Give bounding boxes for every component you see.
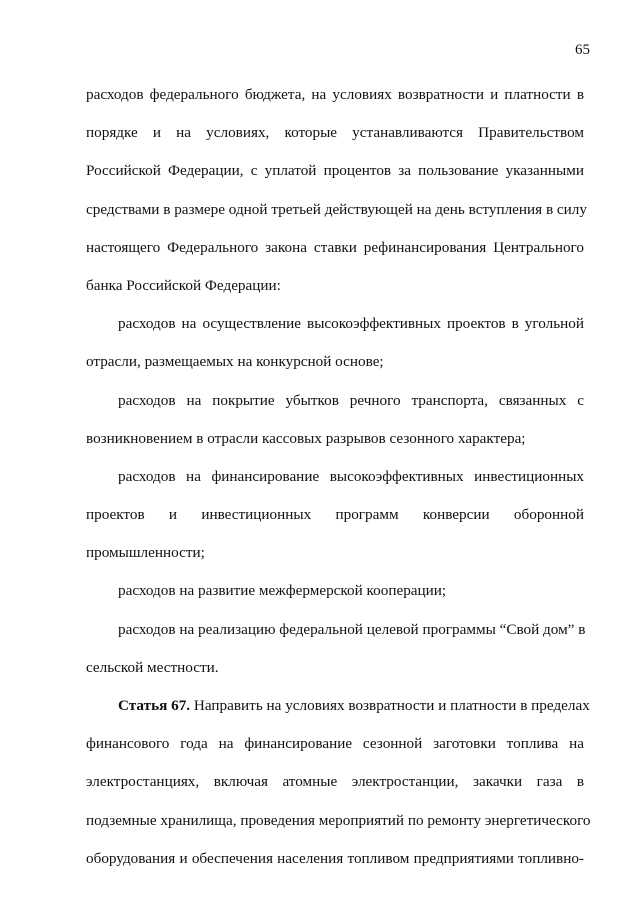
line-text: оборудования и обеспечения населения топливом предприятиями топливно-: [86, 849, 584, 867]
page-number: 65: [575, 42, 590, 58]
document-body: [86, 76, 591, 878]
text-line: [86, 76, 584, 114]
text-line: [86, 496, 584, 534]
text-line: [86, 420, 584, 458]
text-line: [86, 725, 584, 763]
line-text: Направить на условиях возвратности и платности в пределах: [190, 697, 590, 714]
article-title: Статья 67.: [118, 697, 191, 714]
line-text: возникновением в отрасли кассовых разрывов сезонного характера;: [86, 429, 526, 447]
line-text: банка Российской Федерации:: [86, 276, 281, 294]
text-line: [86, 649, 584, 687]
text-line: [86, 534, 584, 572]
line-text: средствами в размере одной третьей действующей на день вступления в силу: [86, 200, 587, 218]
text-line: [86, 191, 587, 229]
line-text: подземные хранилища, проведения мероприятий по ремонту энергетического: [86, 811, 591, 829]
text-line: [86, 114, 584, 152]
text-line: [86, 267, 584, 305]
line-text: порядке и на условиях, которые устанавливаются Правительством: [86, 124, 584, 142]
article-heading-line: [86, 687, 590, 725]
text-line: [86, 343, 584, 381]
line-text: расходов на осуществление высокоэффективных проектов в угольной: [118, 315, 584, 333]
line-text: Российской Федерации, с уплатой процентов за пользование указанными: [86, 162, 584, 180]
text-line: [86, 572, 584, 610]
text-line: [86, 763, 584, 801]
line-text: настоящего Федерального закона ставки рефинансирования Центрального: [86, 238, 584, 256]
line-text: отрасли, размещаемых на конкурсной основе;: [86, 353, 384, 371]
text-line: [86, 152, 584, 190]
line-text: электростанциях, включая атомные электростанции, закачки газа в: [86, 773, 584, 791]
text-line: [86, 305, 584, 343]
line-text: сельской местности.: [86, 658, 219, 676]
line-text: расходов на реализацию федеральной целевой программы “Свой дом” в: [118, 620, 586, 638]
line-text: финансового года на финансирование сезонной заготовки топлива на: [86, 735, 584, 753]
line-text: расходов на финансирование высокоэффективных инвестиционных: [118, 467, 584, 485]
line-text: проектов и инвестиционных программ конверсии оборонной: [86, 506, 584, 524]
line-text: расходов на покрытие убытков речного транспорта, связанных с: [118, 391, 584, 409]
line-text: промышленности;: [86, 544, 205, 562]
text-line: [86, 382, 584, 420]
text-line: [86, 458, 584, 496]
text-line: [86, 229, 584, 267]
line-text: расходов федерального бюджета, на условиях возвратности и платности в: [86, 86, 584, 103]
text-line: [86, 802, 591, 840]
text-line: [86, 840, 584, 878]
line-text: расходов на развитие межфермерской кооперации;: [118, 582, 447, 600]
text-line: [86, 611, 584, 649]
